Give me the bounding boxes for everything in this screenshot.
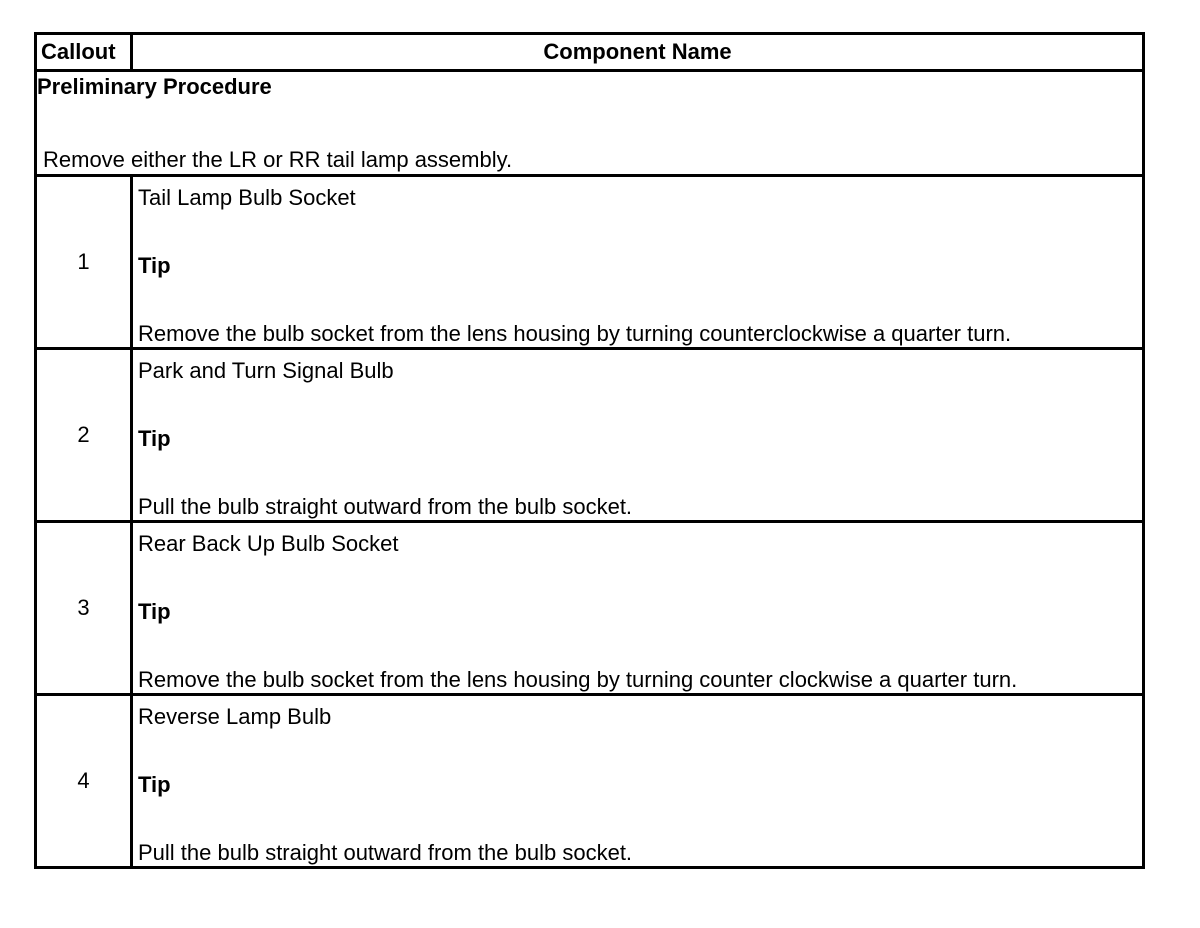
tip-text: Remove the bulb socket from the lens housing by turning counterclockwise a quarter turn.: [138, 321, 1012, 346]
component-name: Reverse Lamp Bulb: [138, 704, 332, 729]
tip-text: Pull the bulb straight outward from the bulb socket.: [138, 494, 633, 519]
component-name: Rear Back Up Bulb Socket: [138, 531, 399, 556]
preliminary-row: [36, 71, 1144, 176]
callout-number: 1: [36, 176, 132, 349]
component-name: Tail Lamp Bulb Socket: [138, 185, 356, 210]
tip-label: Tip: [138, 253, 171, 278]
tip-label: Tip: [138, 426, 171, 451]
tip-label: Tip: [138, 772, 171, 797]
callout-column-header: Callout: [36, 34, 132, 71]
component-cell: [132, 176, 1144, 349]
preliminary-title: Preliminary Procedure: [37, 74, 272, 99]
component-table: [34, 32, 1145, 869]
table-row: [36, 176, 1144, 349]
component-name-column-header: Component Name: [132, 34, 1144, 71]
callout-number: 4: [36, 695, 132, 868]
tip-label: Tip: [138, 599, 171, 624]
component-cell: [132, 349, 1144, 522]
component-name: Park and Turn Signal Bulb: [138, 358, 394, 383]
table-header-row: [36, 34, 1144, 71]
component-cell: [132, 522, 1144, 695]
callout-number: 3: [36, 522, 132, 695]
preliminary-cell: [36, 71, 1144, 176]
table-row: [36, 522, 1144, 695]
tip-text: Pull the bulb straight outward from the bulb socket.: [138, 840, 633, 865]
preliminary-text: Remove either the LR or RR tail lamp assembly.: [43, 147, 513, 172]
component-cell: [132, 695, 1144, 868]
callout-number: 2: [36, 349, 132, 522]
table-row: [36, 695, 1144, 868]
tip-text: Remove the bulb socket from the lens housing by turning counter clockwise a quarter turn.: [138, 667, 1018, 692]
table-row: [36, 349, 1144, 522]
